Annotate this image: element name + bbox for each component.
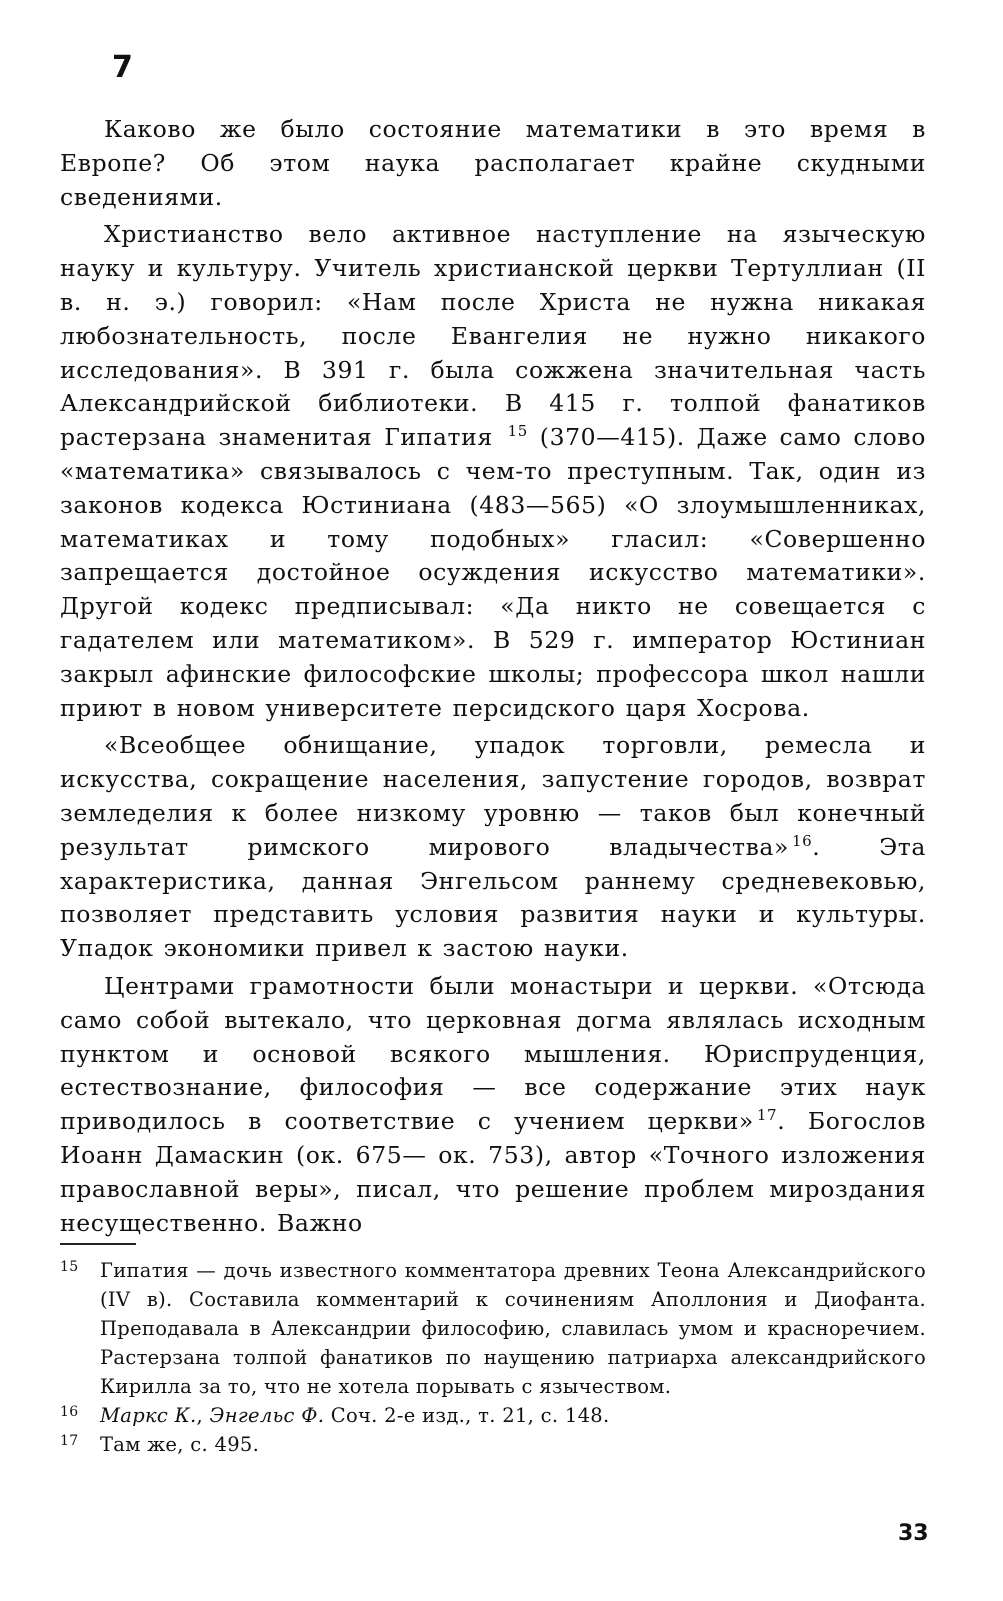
footnote-number: 16 <box>60 1404 79 1420</box>
footnotes <box>60 1256 926 1459</box>
footnote-author: Энгельс Ф. <box>209 1404 325 1427</box>
footnote <box>60 1256 926 1401</box>
footnote-divider <box>60 1243 136 1245</box>
paragraph: Центрами грамотности были монастыри и церкви. «Отсюда само собой вытекало, что церковная догма являлась исходным пунктом и основой всякого мышления. Юриспруденция, естествознание, философия — все содержание этих наук приводилось в соответствие с учением церкви» $^{17}$. Богослов Иоанн Дамаскин (ок. 675— ок. 753), автор «Точного изложения православной веры», писал, что решение проблем мироздания несущественно. Важно <box>60 971 926 1237</box>
paragraph: Христианство вело активное наступление на языческую науку и культуру. Учитель христианской церкви Тертуллиан (II в. н. э.) говорил: «Нам после Христа не нужна никакая любознательность, после Евангелия не нужно никакого исследования». В 391 г. была сожжена значительная часть Александрийской библиотеки. В 415 г. толпой фанатиков растерзана знаменитая Гипатия $^{15}$ (370—415). Даже само слово «математика» связывалось с чем-то преступным. Так, один из законов кодекса Юстиниана (483—565) «О злоумышленниках, математиках и тому подобных» гласил: «Совершенно запрещается достойное осуждения искусство математики». Другой кодекс предписывал: «Да никто не совещается с гадателем или математиком». В 529 г. император Юстиниан закрыл афинские философские школы; профессора школ нашли приют в новом университете персидского царя Хосрова. <box>60 220 927 722</box>
page-number: 33 <box>898 1521 929 1546</box>
footnote-text: Гипатия — дочь известного комментатора древних Теона Александрийского (IV в). Составила комментарий к сочинениям Аполлония и Диофанта. Преподавала в Александрии философию, славилась умом и красноречием. Растерзана толпой фанатиков по наущению патриарха александрийского Кирилла за то, что не хотела порывать с язычеством. <box>100 1259 926 1398</box>
paragraph: «Всеобщее обнищание, упадок торговли, ремесла и искусства, сокращение населения, запустение городов, возврат земледелия к более низкому уровню — таков был конечный результат римского мирового владычества» $^{16}$. Эта характеристика, данная Энгельсом раннему средневековью, позволяет представить условия развития науки и культуры. Упадок экономики привел к застою науки. <box>60 731 926 963</box>
chapter-number: 7 <box>112 50 133 85</box>
footnote-number: 17 <box>60 1433 79 1449</box>
footnote-ref[interactable]: 16 <box>792 831 813 850</box>
footnote <box>60 1430 926 1459</box>
footnote-author: Маркс К. <box>100 1404 197 1427</box>
body-text <box>60 113 926 1240</box>
footnote-ref[interactable]: 17 <box>756 1106 778 1125</box>
footnote-ref[interactable]: 15 <box>507 422 528 441</box>
footnote-number: 15 <box>60 1259 79 1275</box>
footnote-text: Соч. 2-е изд., т. 21, с. 148. <box>324 1404 610 1427</box>
book-page <box>60 0 929 1601</box>
footnote: 16 Маркс К., Энгельс Ф. Соч. 2-е изд., т. 21, с. 148. <box>60 1401 926 1430</box>
footnote-text: Там же, с. 495. <box>100 1433 260 1456</box>
paragraph: Каково же было состояние математики в это время в Европе? Об этом наука располагает крайне скудными сведениями. <box>60 115 926 211</box>
